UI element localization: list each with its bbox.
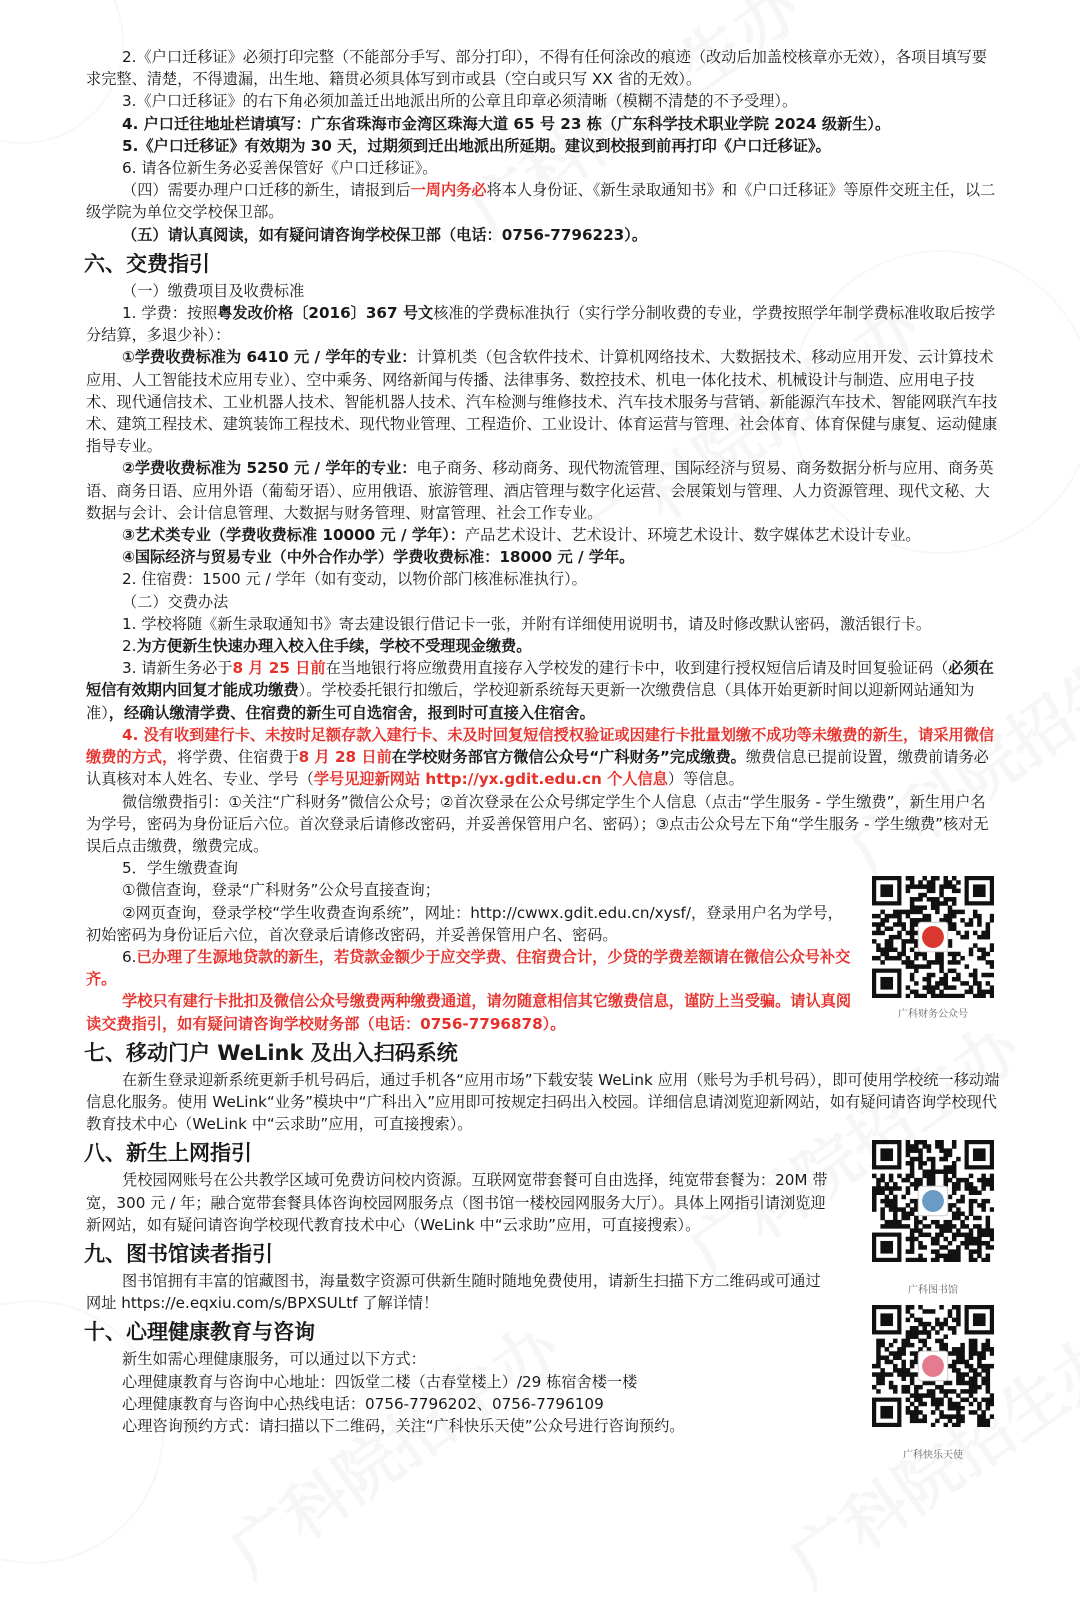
paragraph: 2. 住宿费：1500 元 / 学年（如有变动，以物价部门核准标准执行）。 <box>122 570 587 589</box>
text: 2. <box>122 637 137 656</box>
sub-heading: （一）缴费项目及收费标准 <box>122 281 305 300</box>
document-body <box>86 46 1000 1437</box>
sub-heading: （二）交费办法 <box>122 592 229 611</box>
qr-code-finance[interactable] <box>872 876 994 998</box>
text: 6. <box>122 947 137 966</box>
paragraph: （五）请认真阅读，如有疑问请咨询学校保卫部（电话：0756-7796223）。 <box>122 225 648 244</box>
text: ）等信息。 <box>667 770 744 789</box>
text-bold: ②学费收费标准为 5250 元 / 学年的专业： <box>122 459 417 478</box>
paragraph: 3.《户口迁移证》的右下角必须加盖迁出地派出所的公章且印章必须清晰（模糊不清楚的不予受理）。 <box>122 92 798 111</box>
text-bold: ，经确认缴清学费、住宿费的新生可自选宿舍，报到时可直接入住宿舍。 <box>108 703 595 722</box>
paragraph: ①微信查询，登录“广科财务”公众号直接查询； <box>122 881 440 900</box>
text: 产品艺术设计、艺术设计、环境艺术设计、数字媒体艺术设计专业。 <box>464 526 921 545</box>
paragraph <box>86 635 1000 657</box>
section-heading: 九、图书馆读者指引 <box>84 1241 273 1266</box>
text: ）。学校委托银行扣缴后，学校迎新系统每天更新一次缴费信息（具体开始更新时间以迎新网站通知为准） <box>86 681 975 722</box>
paragraph: ②网页查询，登录学校“学生收费查询系统”，网址：http://cwwx.gdit.edu.cn/xysf/，登录用户名为学号，初始密码为身份证后六位，首次登录后请修改密码，并妥善保管用户名、密码。 <box>86 903 843 944</box>
paragraph: 心理健康教育与咨询中心热线电话：0756-7796202、0756-7796109 <box>122 1394 604 1413</box>
text: 计算机类（包含软件技术、计算机网络技术、大数据技术、移动应用开发、云计算技术应用、人工智能技术应用专业）、空中乘务、网络新闻与传播、法律事务、数控技术、机电一体化技术、机械设计与制造、应用电子技术、现代通信技术、工业机器人技术、智能机器人技术、汽车检测与维修技术、汽车技术服务与营销、新能源汽车技术、智能网联汽车技术、建筑工程技术、建筑装饰工程技术、现代物业管理、工程造价、工业设计、体育运营与管理、社会体育、体育保健与康复、运动健康指导专业。 <box>86 348 998 456</box>
text: 缴费信息已提前设置，缴费前请务必认真核对本人姓名、专业、学号（ <box>86 748 989 789</box>
paragraph: 心理咨询预约方式：请扫描以下二维码，关注“广科快乐天使”公众号进行咨询预约。 <box>122 1416 685 1435</box>
text-bold: 为方便新生快速办理入校入住手续，学校不受理现金缴费。 <box>136 637 532 656</box>
text: 在当地银行将应缴费用直接存入学校发的建行卡中，收到建行授权短信后请及时回复验证码（ <box>325 659 949 678</box>
qr-caption: 广科图书馆 <box>908 1285 958 1296</box>
text: 1. 学费：按照 <box>122 304 218 323</box>
paragraph <box>86 657 1000 724</box>
text-bold: 必须在短信有效期内回复才能成功缴费 <box>86 659 994 700</box>
paragraph: 4. 户口迁往地址栏请填写：广东省珠海市金湾区珠海大道 65 号 23 栋（广东科学技术职业学院 2024 级新生）。 <box>122 114 891 133</box>
paragraph: 5.《户口迁移证》有效期为 30 天，过期须到迁出地派出所延期。建议到校报到前再打印《户口迁移证》。 <box>122 136 831 155</box>
qr-caption: 广科财务公众号 <box>898 1009 968 1020</box>
section-heading: 七、移动门户 WeLink 及出入扫码系统 <box>84 1040 458 1065</box>
text-bold: ①学费收费标准为 6410 元 / 学年的专业： <box>122 348 417 367</box>
paragraph: 在新生登录迎新系统更新手机号码后，通过手机各“应用市场”下载安装 WeLink 应用（账号为手机号码），即可使用学校统一移动端信息化服务。使用 WeLink“业务”模块中“广科出入”应用即可按规定扫码出入校园。详细信息请浏览迎新网站，如有疑问请咨询学校现代教育技术中心（WeLink 中“云求助”应用，可直接搜索）。 <box>86 1070 1000 1134</box>
text: 3. 请新生务必于 <box>122 659 233 678</box>
paragraph: 新生如需心理健康服务，可以通过以下方式： <box>122 1350 426 1369</box>
text: 核准的学费标准执行（实行学分制收费的专业，学费按照学年制学费标准收取后按学分结算，多退少补）： <box>86 304 996 345</box>
section-heading: 十、心理健康教育与咨询 <box>84 1320 315 1345</box>
section-heading: 六、交费指引 <box>84 251 210 276</box>
paragraph <box>86 457 1000 524</box>
text-bold: ③艺术类专业（学费收费标准 10000 元 / 学年）： <box>122 526 465 545</box>
paragraph: 2.《户口迁移证》必须打印完整（不能部分手写、部分打印），不得有任何涂改的痕迹（改动后加盖校核章亦无效），各项目填写要求完整、清楚，不得遗漏，出生地、籍贯必须具体写到市或县（空白或只写 XX 省的无效）。 <box>86 48 987 89</box>
paragraph: 凭校园网账号在公共教学区域可免费访问校内资源。互联网宽带套餐可自由选择，纯宽带套餐为：20M 带宽，300 元 / 年；融合宽带套餐具体咨询校园网服务点（图书馆一楼校园网服务大厅）。具体上网指引请浏览迎新网站，如有疑问请咨询学校现代教育技术中心（WeLink 中“云求助”应用，可直接搜索）。 <box>86 1171 828 1234</box>
paragraph: 1. 学校将随《新生录取通知书》寄去建设银行借记卡一张，并附有详细使用说明书，请及时修改默认密码，激活银行卡。 <box>122 614 932 633</box>
text-highlight: 8 月 28 日前 <box>298 748 392 767</box>
paragraph: 6. 请各位新生务必妥善保管好《户口迁移证》。 <box>122 159 438 178</box>
paragraph <box>86 524 1000 546</box>
paragraph: 图书馆拥有丰富的馆藏图书，海量数字资源可供新生随时随地免费使用，请新生扫描下方二维码或可通过网址 https://e.eqxiu.com/s/BPXSULtf 了解详情！ <box>86 1271 821 1313</box>
text-highlight: 已办理了生源地贷款的新生，若贷款金额少于应交学费、住宿费合计，少贷的学费差额请在微信公众号补交齐。 <box>86 947 851 989</box>
qr-code-angel[interactable] <box>872 1305 994 1427</box>
text: 电子商务、移动商务、现代物流管理、国际经济与贸易、商务数据分析与应用、商务英语、商务日语、应用外语（葡萄牙语）、应用俄语、旅游管理、酒店管理与数字化运营、会展策划与管理、人力资源管理、现代文秘、大数据与会计、会计信息管理、大数据与财务管理、财富管理、社会工作专业。 <box>86 459 994 522</box>
paragraph <box>86 179 1000 223</box>
paragraph <box>86 724 1000 791</box>
warning-paragraph: 学校只有建行卡批扣及微信公众号缴费两种缴费通道，请勿随意相信其它缴费信息，谨防上当受骗。请认真阅读交费指引，如有疑问请咨询学校财务部（电话：0756-7796878）。 <box>86 992 851 1033</box>
paragraph: 5．学生缴费查询 <box>122 859 238 878</box>
text: 将学费、住宿费于 <box>177 748 299 767</box>
section-heading: 八、新生上网指引 <box>84 1141 252 1166</box>
text: （四）需要办理户口迁移的新生，请报到后 <box>122 181 411 200</box>
paragraph <box>86 946 858 990</box>
text-highlight: 学号见迎新网站 http://yx.gdit.edu.cn 个人信息 <box>313 770 668 789</box>
text: 将本人身份证、《新生录取通知书》和《户口迁移证》等原件交班主任，以二级学院为单位交学校保卫部。 <box>86 181 996 222</box>
paragraph: 微信缴费指引：①关注“广科财务”微信公众号；②首次登录在公众号绑定学生个人信息（点击“学生服务 - 学生缴费”，新生用户名为学号，密码为身份证后六位。首次登录后请修改密码，并妥善保管用户名、密码）；③点击公众号左下角“学生服务 - 学生缴费”核对无误后点击缴费，缴费完成。 <box>86 792 989 855</box>
text-highlight: 一周内务必 <box>410 181 487 200</box>
paragraph <box>86 346 1000 457</box>
text-highlight: 8 月 25 日前 <box>232 659 326 678</box>
qr-code-library[interactable] <box>872 1140 994 1262</box>
paragraph: 心理健康教育与咨询中心地址：四饭堂二楼（古春堂楼上）/29 栋宿舍楼一楼 <box>122 1372 638 1391</box>
qr-caption: 广科快乐天使 <box>903 1450 963 1461</box>
text-bold: 在学校财务部官方微信公众号“广科财务”完成缴费。 <box>391 748 746 767</box>
text-bold: 粤发改价格〔2016〕367 号文 <box>217 304 434 323</box>
paragraph <box>86 302 1000 346</box>
paragraph: ④国际经济与贸易专业（中外合作办学）学费收费标准：18000 元 / 学年。 <box>122 548 635 567</box>
text-highlight: 4. 没有收到建行卡、未按时足额存款入建行卡、未及时回复短信授权验证或因建行卡批量划缴不成功等未缴费的新生，请采用微信缴费的方式， <box>86 725 995 767</box>
